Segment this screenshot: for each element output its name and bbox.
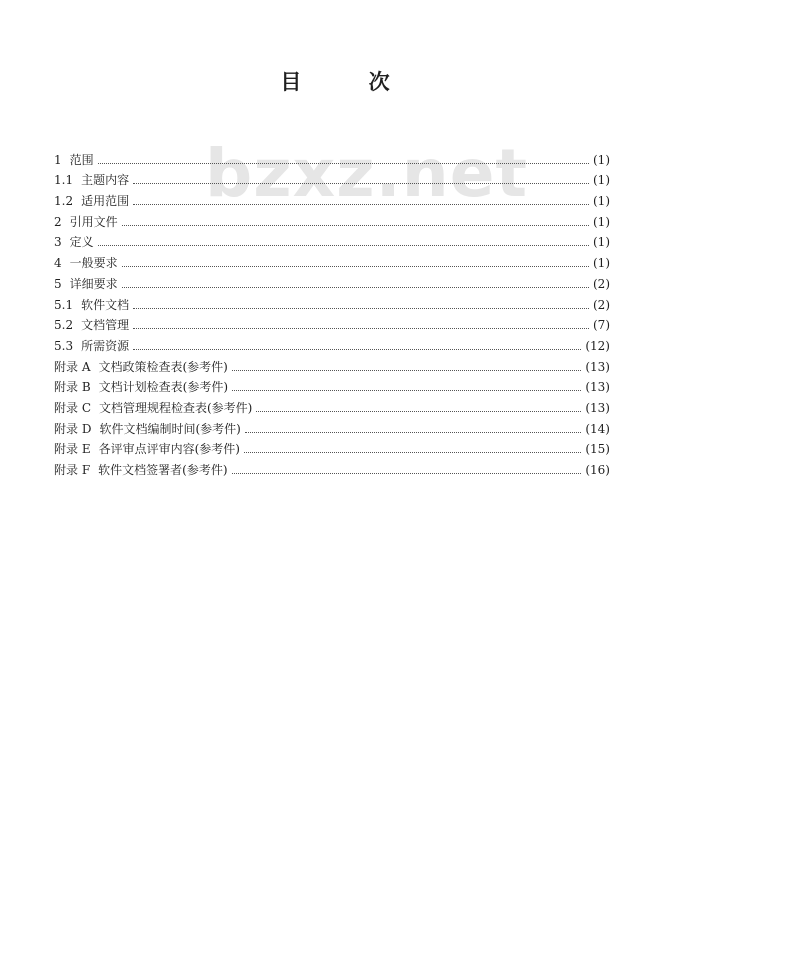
dot-leader — [122, 265, 589, 267]
dot-leader — [256, 410, 581, 412]
toc-entry[interactable] — [54, 229, 610, 250]
toc-entry-label: 文档管理规程检查表(参考件) — [99, 400, 253, 415]
toc-entry-page: (7) — [593, 318, 610, 333]
dot-leader — [245, 431, 582, 433]
toc-entry-page: (16) — [585, 463, 610, 477]
toc-entry-number: 附录 E — [54, 442, 91, 457]
page-title — [0, 66, 670, 96]
toc-entry-number: 5.1 — [54, 297, 74, 312]
toc-entry-page: (13) — [585, 359, 610, 374]
toc-entry[interactable] — [54, 291, 610, 312]
toc-entry-label: 各评审点评审内容(参考件) — [98, 442, 240, 457]
toc-entry-number: 4 — [54, 256, 62, 271]
toc-entry[interactable] — [54, 208, 610, 229]
toc-entry-label: 文档管理 — [81, 318, 130, 333]
toc-entry[interactable] — [54, 312, 610, 333]
toc-entry-label: 范围 — [69, 152, 94, 167]
toc-entry[interactable] — [54, 436, 610, 457]
dot-leader — [133, 307, 589, 309]
dot-leader — [98, 162, 589, 164]
toc-entry-number: 附录 B — [54, 380, 91, 395]
toc-entry[interactable] — [54, 187, 610, 208]
toc-entry-number: 5 — [54, 276, 62, 291]
toc-entry-number: 5.3 — [54, 338, 74, 353]
toc-entry-page: (14) — [585, 421, 610, 436]
watermark: bzxz.net — [205, 135, 529, 212]
toc-entry-label: 文档计划检查表(参考件) — [98, 380, 229, 395]
dot-leader — [133, 182, 589, 184]
toc-entry-number: 3 — [54, 235, 62, 250]
toc-entry-number: 1 — [54, 152, 62, 167]
toc-entry[interactable] — [54, 167, 610, 188]
toc-entry-label: 适用范围 — [81, 194, 130, 209]
dot-leader — [133, 348, 581, 350]
toc-entry-number: 5.2 — [54, 318, 74, 333]
toc-entry-page: (12) — [585, 338, 610, 353]
toc-entry-page: (1) — [593, 256, 610, 271]
dot-leader — [244, 451, 581, 453]
dot-leader — [122, 286, 589, 288]
toc-entry[interactable] — [54, 249, 610, 270]
dot-leader — [232, 472, 582, 474]
dot-leader — [122, 224, 589, 226]
title-char-2: 次 — [368, 70, 390, 94]
dot-leader — [232, 369, 582, 371]
toc-entry-page: (13) — [585, 380, 610, 395]
toc-entry-page: (2) — [593, 297, 610, 312]
toc-entry[interactable] — [54, 456, 610, 477]
toc-entry-label: 详细要求 — [69, 276, 118, 291]
toc-entry[interactable] — [54, 270, 610, 291]
toc-entry-label: 主题内容 — [81, 173, 130, 188]
toc-entry-number: 1.1 — [54, 173, 74, 188]
toc-entry-number: 附录 D — [54, 421, 92, 436]
toc-entry-label: 引用文件 — [69, 214, 118, 229]
toc-entry[interactable] — [54, 374, 610, 395]
toc-entry-page: (1) — [593, 152, 610, 167]
toc-entry-number: 附录 F — [54, 463, 91, 477]
toc-entry-label: 所需资源 — [81, 338, 130, 353]
dot-leader — [133, 203, 589, 205]
toc-entry-label: 定义 — [69, 235, 94, 250]
dot-leader — [133, 327, 589, 329]
toc-entry[interactable] — [54, 415, 610, 436]
table-of-contents — [54, 146, 610, 477]
dot-leader — [232, 389, 581, 391]
toc-entry-page: (2) — [593, 276, 610, 291]
toc-entry-label: 软件文档编制时间(参考件) — [99, 421, 241, 436]
toc-entry-page: (13) — [585, 400, 610, 415]
title-char-1: 目 — [280, 70, 302, 94]
toc-entry[interactable] — [54, 353, 610, 374]
toc-entry[interactable] — [54, 146, 610, 167]
toc-entry-number: 附录 C — [54, 400, 91, 415]
toc-entry-page: (1) — [593, 214, 610, 229]
dot-leader — [98, 244, 589, 246]
toc-entry[interactable] — [54, 394, 610, 415]
toc-entry-page: (1) — [593, 235, 610, 250]
toc-entry[interactable] — [54, 332, 610, 353]
toc-entry-page: (1) — [593, 194, 610, 209]
toc-entry-label: 一般要求 — [69, 256, 118, 271]
toc-entry-label: 软件文档 — [81, 297, 130, 312]
toc-entry-page: (15) — [585, 442, 610, 457]
toc-entry-number: 附录 A — [54, 359, 91, 374]
toc-entry-number: 1.2 — [54, 194, 74, 209]
toc-entry-label: 软件文档签署者(参考件) — [98, 463, 228, 477]
toc-entry-number: 2 — [54, 214, 62, 229]
toc-entry-label: 文档政策检查表(参考件) — [98, 359, 228, 374]
toc-entry-page: (1) — [593, 173, 610, 188]
